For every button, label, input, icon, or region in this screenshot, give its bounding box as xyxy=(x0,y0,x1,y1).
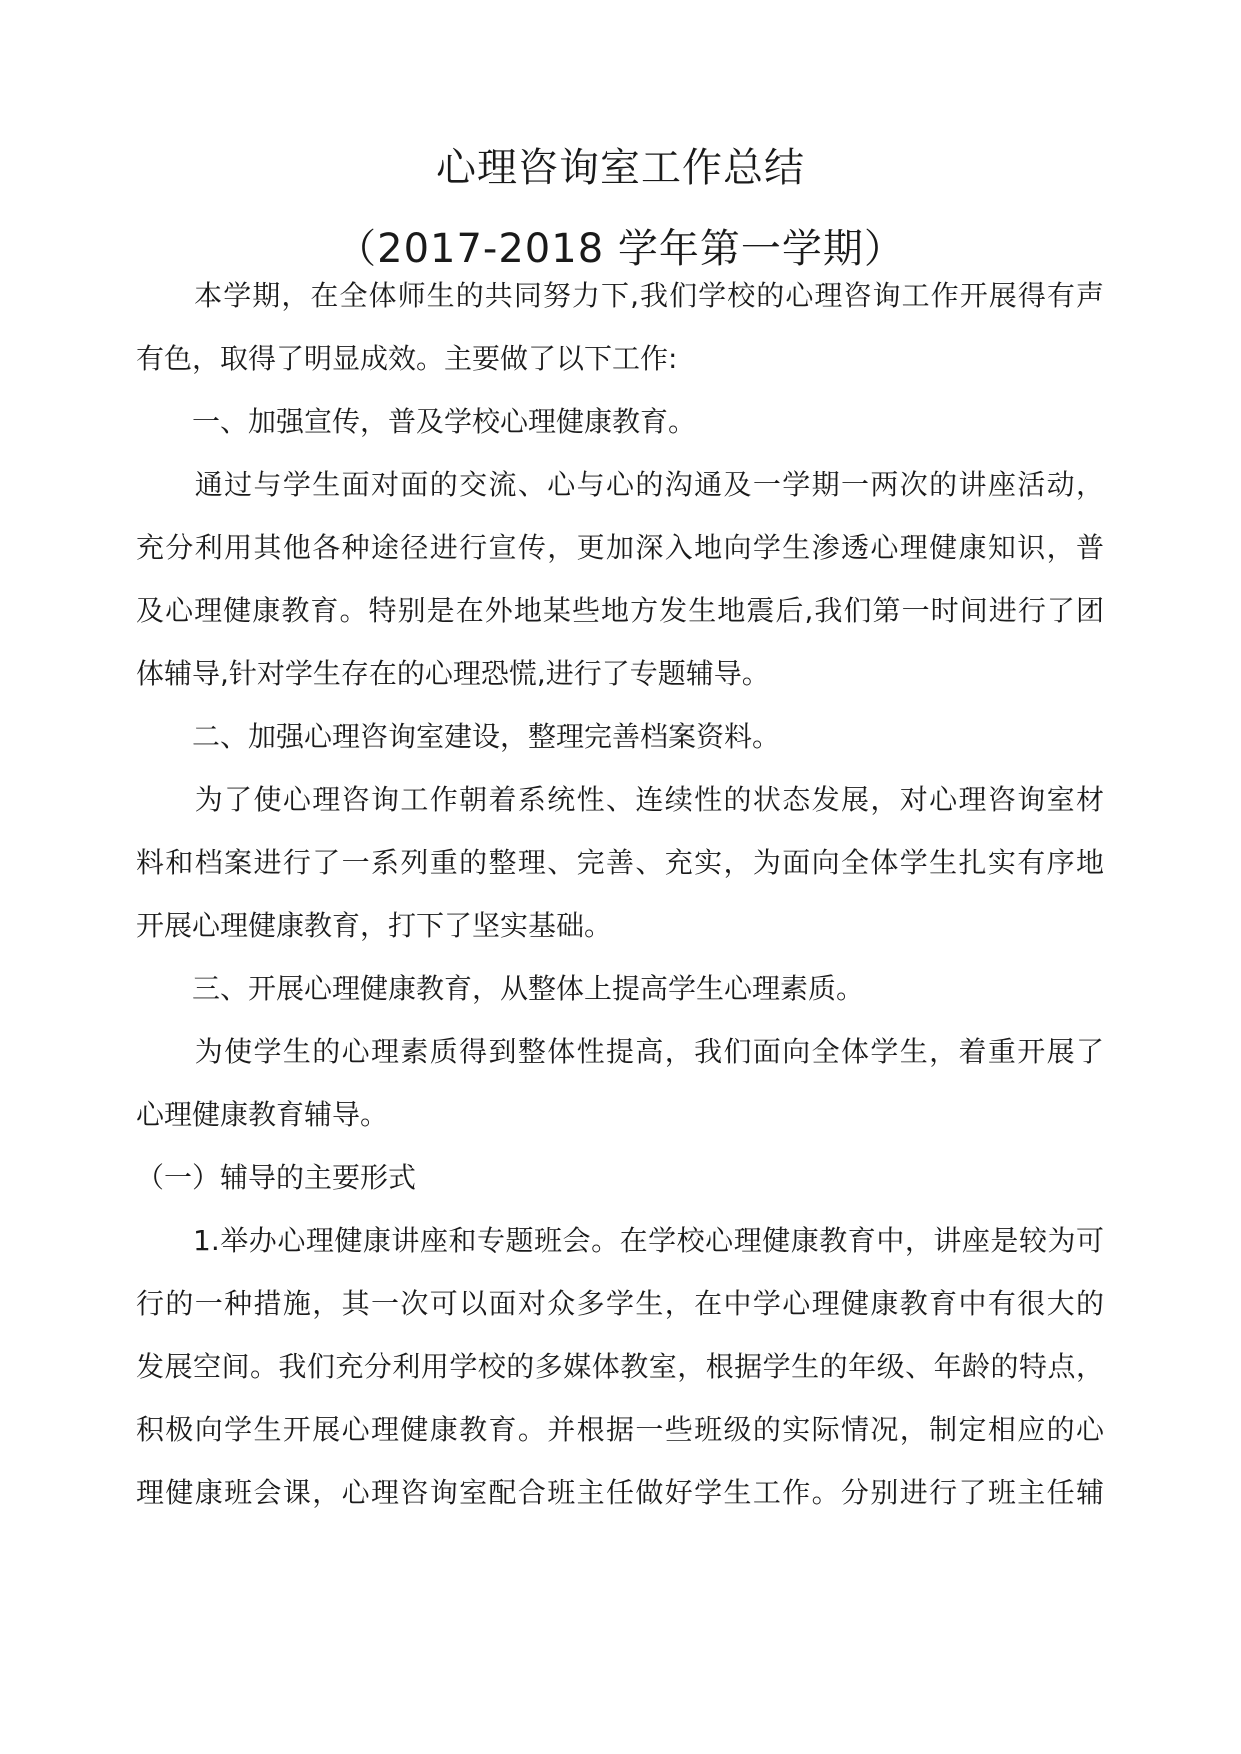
text-line: 心理健康教育辅导。 xyxy=(136,1098,389,1131)
section-heading: 一、加强宣传，普及学校心理健康教育。 xyxy=(136,405,697,438)
text-line: 通过与学生面对面的交流、心与心的沟通及一学期一两次的讲座活动， xyxy=(136,468,1104,501)
document-title: 心理咨询室工作总结 xyxy=(436,145,805,191)
text-line: 积极向学生开展心理健康教育。并根据一些班级的实际情况，制定相应的心 xyxy=(136,1413,1104,1446)
text-line: 理健康班会课，心理咨询室配合班主任做好学生工作。分别进行了班主任辅 xyxy=(136,1476,1104,1509)
text-line: 料和档案进行了一系列重的整理、完善、充实，为面向全体学生扎实有序地 xyxy=(136,846,1104,879)
text-line: 本学期，在全体师生的共同努力下,我们学校的心理咨询工作开展得有声 xyxy=(136,279,1104,312)
text-line: 有色，取得了明显成效。主要做了以下工作: xyxy=(136,342,678,375)
section-heading: 二、加强心理咨询室建设，整理完善档案资料。 xyxy=(136,720,781,753)
text-line: 为使学生的心理素质得到整体性提高，我们面向全体学生，着重开展了 xyxy=(136,1035,1104,1068)
subsection-heading: （一）辅导的主要形式 xyxy=(136,1161,417,1194)
text-line: 发展空间。我们充分利用学校的多媒体教室，根据学生的年级、年龄的特点， xyxy=(136,1350,1104,1383)
text-line: 及心理健康教育。特别是在外地某些地方发生地震后,我们第一时间进行了团 xyxy=(136,594,1104,627)
document-subtitle: （2017-2018 学年第一学期） xyxy=(336,226,905,272)
text-line: 为了使心理咨询工作朝着系统性、连续性的状态发展，对心理咨询室材 xyxy=(136,783,1104,816)
text-line: 行的一种措施，其一次可以面对众多学生，在中学心理健康教育中有很大的 xyxy=(136,1287,1104,1320)
section-heading: 三、开展心理健康教育，从整体上提高学生心理素质。 xyxy=(136,972,865,1005)
text-line: 充分利用其他各种途径进行宣传，更加深入地向学生渗透心理健康知识，普 xyxy=(136,531,1104,564)
text-line: 开展心理健康教育，打下了坚实基础。 xyxy=(136,909,613,942)
text-line: 1.举办心理健康讲座和专题班会。在学校心理健康教育中，讲座是较为可 xyxy=(136,1224,1104,1257)
text-line: 体辅导,针对学生存在的心理恐慌,进行了专题辅导。 xyxy=(136,657,770,690)
